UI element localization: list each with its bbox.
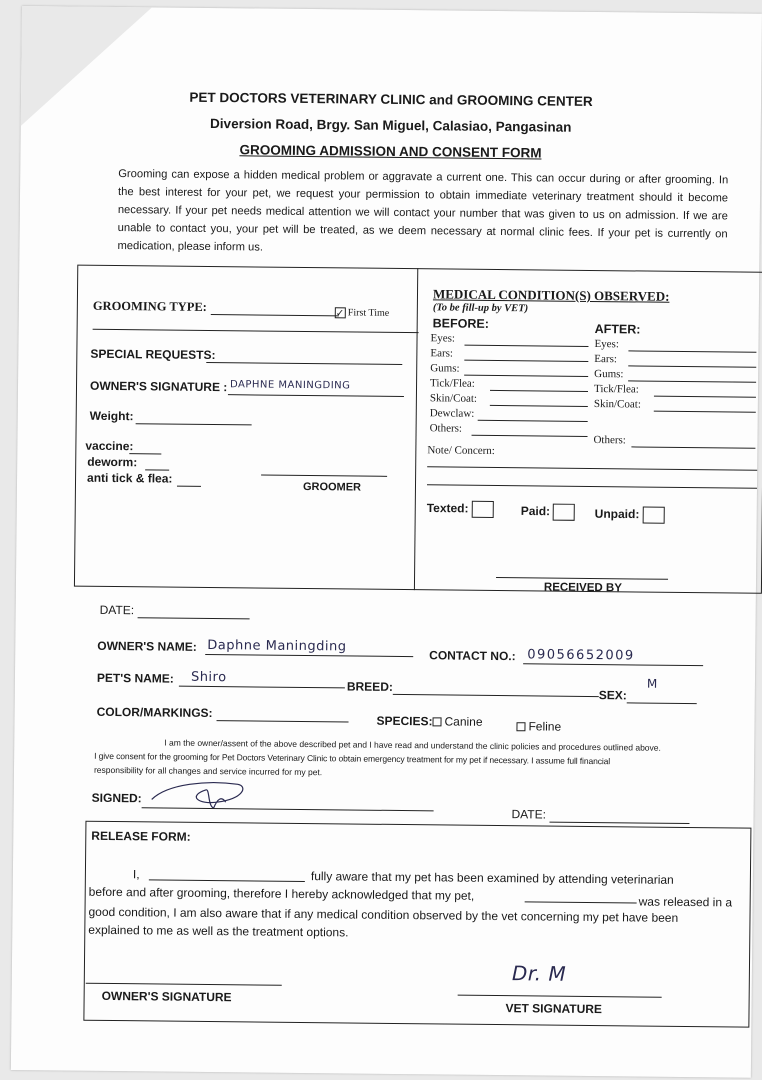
- first-time-label: First Time: [347, 307, 390, 319]
- pet-name-value[interactable]: Shiro: [190, 669, 227, 686]
- release-title: RELEASE FORM:: [91, 828, 191, 844]
- form-page: [11, 6, 762, 1078]
- after-label: AFTER:: [594, 322, 641, 337]
- unpaid-checkbox[interactable]: [595, 506, 665, 524]
- date-label: DATE:: [99, 602, 135, 618]
- intro-paragraph: Grooming can expose a hidden medical problem or aggravate a current one. This can occur during or after grooming. In the best interest for your pet, we request your permission to obtain immediate veterinary treatment should it become necessary. If your pet needs medical attention we will contact your number that was given to us on admission. If we are unable to contact you, your pet will be treated, as we deem necessary at normal clinic fees. If your pet is currently on medication, please inform us.: [117, 168, 729, 254]
- species-label: SPECIES:: [376, 713, 433, 729]
- release-owner-signature-label: OWNER'S SIGNATURE: [101, 988, 232, 1005]
- before-item-label: Skin/Coat:: [429, 392, 478, 405]
- pet-name-label: PET'S NAME:: [96, 670, 174, 686]
- release-text-2a: before and after grooming, therefore I hereby acknowledged that my pet,: [88, 884, 475, 903]
- release-text-3: good condition, I am also aware that if any medical condition observed by the vet concerning my pet have been: [88, 904, 679, 925]
- before-item-label: Eyes:: [430, 332, 456, 345]
- grooming-type-label: GROOMING TYPE:: [92, 298, 207, 314]
- release-i-label: I,: [132, 867, 140, 882]
- after-item-label: Eyes:: [594, 338, 620, 351]
- owner-name-line: [205, 654, 413, 657]
- canine-label: Canine: [444, 714, 483, 729]
- antitick-label: anti tick & flea:: [86, 470, 173, 486]
- before-item-label: Dewclaw:: [429, 407, 475, 420]
- vet-signature-label: VET SIGNATURE: [505, 1001, 603, 1017]
- date-field[interactable]: [138, 617, 250, 619]
- after-item-label: Gums:: [594, 368, 624, 381]
- special-requests-label: SPECIAL REQUESTS:: [90, 346, 216, 363]
- vaccine-label: vaccine:: [85, 438, 134, 454]
- breed-label: BREED:: [346, 679, 393, 694]
- breed-field[interactable]: [393, 694, 599, 697]
- release-text-4: explained to me as well as the treatment options.: [88, 922, 349, 940]
- texted-checkbox[interactable]: [427, 500, 494, 518]
- color-field[interactable]: [217, 720, 349, 722]
- consent-date-label: DATE:: [511, 807, 547, 822]
- contact-value[interactable]: 09056652009: [527, 647, 635, 664]
- owner-signature-value: DAPHNE MANINGDING: [229, 379, 351, 392]
- canine-option[interactable]: [432, 714, 482, 729]
- consent-line-1: I am the owner/assent of the above described pet and I have read and understand the clinic policies and procedures outlined above.: [164, 737, 661, 753]
- feline-label: Feline: [528, 719, 562, 734]
- received-by-label: RECEIVED BY: [543, 581, 622, 595]
- vet-signature-value: Dr. M: [511, 961, 567, 986]
- pet-name-line: [179, 686, 345, 689]
- form-title: GROOMING ADMISSION AND CONSENT FORM: [239, 142, 542, 161]
- groomer-label: GROOMER: [302, 480, 362, 494]
- weight-label: Weight:: [89, 408, 134, 424]
- before-item-label: Tick/Flea:: [430, 377, 475, 390]
- page-fold: [21, 6, 152, 127]
- before-label: BEFORE:: [432, 316, 490, 331]
- unpaid-label: Unpaid:: [594, 506, 640, 522]
- consent-line-2: I give consent for the grooming for Pet Doctors Veterinary Clinic to obtain emergency treatment for my pet if necessary. I assume full financial: [94, 750, 611, 767]
- paid-label: Paid:: [520, 503, 551, 519]
- before-item-label: Others:: [429, 422, 463, 435]
- sex-label: SEX:: [598, 688, 627, 703]
- owner-name-label: OWNER'S NAME:: [97, 638, 197, 654]
- release-text-1: fully aware that my pet has been examined by attending veterinarian: [310, 869, 674, 887]
- before-item-label: Ears:: [430, 347, 454, 360]
- after-item-label: Ears:: [594, 353, 618, 366]
- after-item-label: Skin/Coat:: [593, 398, 641, 411]
- contact-line: [523, 663, 703, 666]
- medical-subtitle: (To be fill-up by VET): [432, 302, 529, 315]
- sex-line: [627, 702, 697, 704]
- first-time-checkbox[interactable]: ✓ First Time: [335, 307, 390, 320]
- deworm-label: deworm:: [87, 454, 138, 470]
- owner-name-value[interactable]: Daphne Maningding: [207, 637, 347, 655]
- consent-line-3: responsibility for all changes and service incurred for my pet.: [93, 764, 323, 778]
- after-item-label: Tick/Flea:: [593, 383, 639, 396]
- clinic-address: Diversion Road, Brgy. San Miguel, Calasiao, Pangasinan: [210, 115, 572, 135]
- before-item-label: Gums:: [430, 362, 460, 375]
- clinic-name: PET DOCTORS VETERINARY CLINIC and GROOMING CENTER: [189, 89, 593, 109]
- after-others-label: Others:: [593, 434, 626, 447]
- paid-checkbox[interactable]: [521, 503, 576, 521]
- signed-label: SIGNED:: [91, 790, 142, 806]
- contact-label: CONTACT NO.:: [429, 648, 516, 664]
- sex-value[interactable]: M: [646, 676, 658, 691]
- owner-signature-label: OWNER'S SIGNATURE :: [89, 378, 228, 395]
- feline-option[interactable]: [516, 719, 561, 733]
- medical-title: MEDICAL CONDITION(S) OBSERVED:: [432, 286, 670, 304]
- note-label: Note/ Concern:: [427, 444, 495, 457]
- release-text-2b: was released in a: [638, 894, 733, 910]
- consent-date-field[interactable]: [549, 822, 689, 824]
- texted-label: Texted:: [426, 500, 469, 516]
- color-label: COLOR/MARKINGS:: [96, 704, 213, 721]
